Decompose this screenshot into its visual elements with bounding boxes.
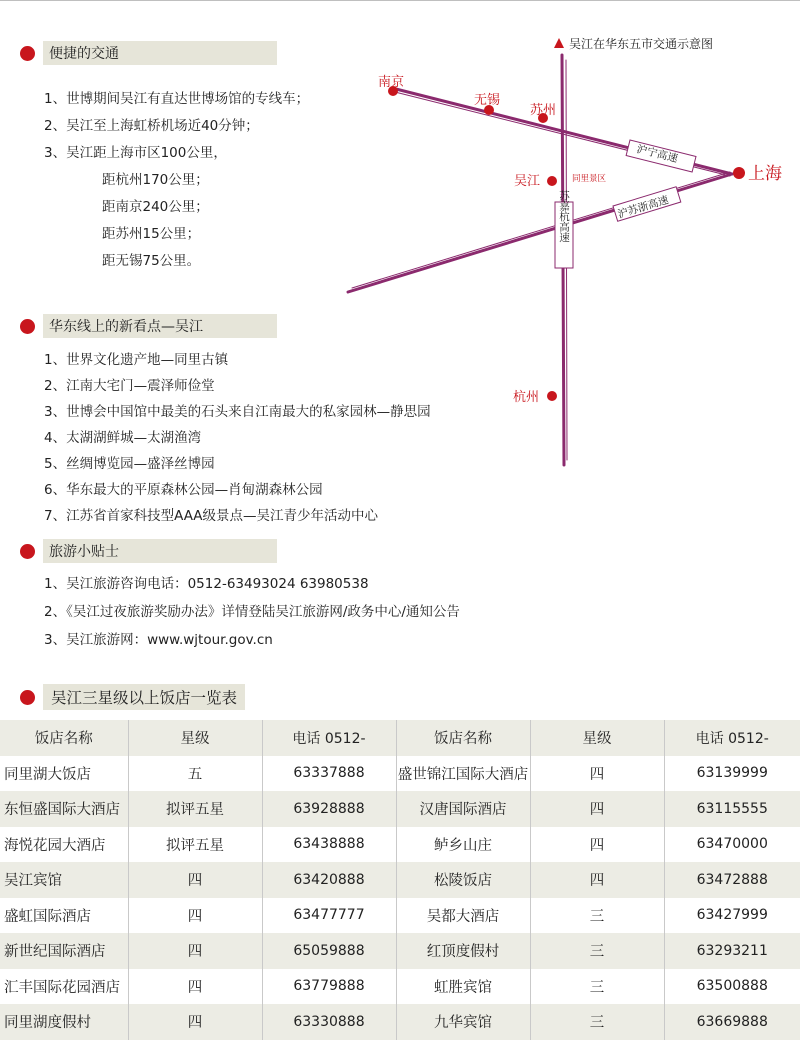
phone-number: 63115555: [664, 791, 800, 827]
section-traffic-heading: [20, 41, 277, 65]
section-spots-heading: [20, 314, 277, 338]
hotel-name: 吴都大酒店: [396, 898, 530, 934]
hotel-name: 汉唐国际酒店: [396, 791, 530, 827]
star-level: 五: [128, 756, 262, 792]
svg-text:沪苏浙高速: 沪苏浙高速: [616, 194, 671, 221]
city-marker-hangzhou: [547, 391, 557, 401]
table-row: [0, 969, 800, 1005]
star-level: 四: [530, 756, 664, 792]
phone-number: 63500888: [664, 969, 800, 1005]
hotel-table-body: [0, 720, 800, 1040]
bullet-dot-icon: [20, 544, 35, 559]
list-item: 1、世博期间吴江有直达世博场馆的专线车；: [44, 91, 310, 107]
column-header: 电话 0512-: [262, 720, 396, 756]
list-item: 6、华东最大的平原森林公园—肖甸湖森林公园: [44, 482, 323, 498]
hotel-name: 盛虹国际酒店: [0, 898, 128, 934]
list-item: 5、丝绸博览园—盛泽丝博园: [44, 456, 215, 472]
hotel-name: 同里湖大饭店: [0, 756, 128, 792]
column-header: 电话 0512-: [664, 720, 800, 756]
city-label-wuxi: 无锡: [474, 93, 501, 108]
phone-number: 63427999: [664, 898, 800, 934]
legend-triangle-icon: [554, 38, 564, 48]
hotel-name: 吴江宾馆: [0, 862, 128, 898]
table-row: [0, 791, 800, 827]
spots-list: [44, 347, 431, 529]
list-sub-item: 距无锡75公里。: [102, 253, 201, 269]
city-label-shanghai: 上海: [748, 164, 782, 184]
table-row: [0, 827, 800, 863]
phone-number: 63420888: [262, 862, 396, 898]
phone-number: 63470000: [664, 827, 800, 863]
star-level: 三: [530, 1004, 664, 1040]
city-marker-shanghai: [733, 167, 745, 179]
phone-number: 63928888: [262, 791, 396, 827]
list-sub-item: 距苏州15公里；: [102, 226, 201, 242]
column-header: 星级: [530, 720, 664, 756]
road-label-husuzhe: [613, 187, 681, 222]
list-sub-item: 距南京240公里；: [102, 199, 209, 215]
star-level: 四: [128, 969, 262, 1005]
column-header: 饭店名称: [396, 720, 530, 756]
star-level: 三: [530, 933, 664, 969]
svg-text:苏嘉杭高速: 苏嘉杭高速: [558, 189, 570, 243]
star-level: 四: [128, 898, 262, 934]
phone-number: 63293211: [664, 933, 800, 969]
hotel-name: 鲈乡山庄: [396, 827, 530, 863]
hotel-name: 海悦花园大酒店: [0, 827, 128, 863]
table-row: [0, 1004, 800, 1040]
section-tips-heading: [20, 539, 277, 563]
column-header: 饭店名称: [0, 720, 128, 756]
phone-number: 63669888: [664, 1004, 800, 1040]
phone-number: 63330888: [262, 1004, 396, 1040]
phone-number: 65059888: [262, 933, 396, 969]
hotel-name: 同里湖度假村: [0, 1004, 128, 1040]
column-header: 星级: [128, 720, 262, 756]
star-level: 拟评五星: [128, 827, 262, 863]
star-level: 四: [128, 862, 262, 898]
list-item: 2、《吴江过夜旅游奖励办法》详情登陆吴江旅游网/政务中心/通知公告: [44, 604, 460, 620]
table-row: [0, 756, 800, 792]
list-item: 1、世界文化遗产地—同里古镇: [44, 352, 229, 368]
list-item: 3、世博会中国馆中最美的石头来自江南最大的私家园林—静思园: [44, 404, 431, 420]
road-label-huning: [626, 140, 696, 172]
section-title: 吴江三星级以上饭店一览表: [43, 684, 245, 710]
map-legend: 吴江在华东五市交通示意图: [569, 37, 714, 51]
bullet-dot-icon: [20, 690, 35, 705]
top-rule: [0, 0, 800, 1]
hotel-name: 九华宾馆: [396, 1004, 530, 1040]
city-label-nanjing: 南京: [378, 75, 405, 90]
section-title: 便捷的交通: [43, 41, 277, 65]
phone-number: 63139999: [664, 756, 800, 792]
road-label-sujiahang: [555, 189, 573, 268]
list-item: 1、吴江旅游咨询电话：0512-63493024 63980538: [44, 576, 369, 592]
hotel-name: 东恒盛国际大酒店: [0, 791, 128, 827]
star-level: 四: [128, 1004, 262, 1040]
traffic-list: [44, 86, 309, 275]
hotel-table: [0, 720, 800, 1040]
star-level: 四: [530, 827, 664, 863]
table-header-row: [0, 720, 800, 756]
hotel-name: 松陵饭店: [396, 862, 530, 898]
star-level: 四: [530, 862, 664, 898]
list-item: 4、太湖湖鲜城—太湖渔湾: [44, 430, 202, 446]
section-title: 华东线上的新看点—吴江: [43, 314, 277, 338]
phone-number: 63477777: [262, 898, 396, 934]
hotel-name: 盛世锦江国际大酒店: [396, 756, 530, 792]
city-label-suzhou: 苏州: [530, 103, 557, 118]
hotel-name: 红顶度假村: [396, 933, 530, 969]
hotel-name: 汇丰国际花园酒店: [0, 969, 128, 1005]
table-row: [0, 933, 800, 969]
phone-number: 63337888: [262, 756, 396, 792]
city-label-tongli: 同里景区: [572, 174, 607, 184]
bullet-dot-icon: [20, 46, 35, 61]
list-item: 7、江苏省首家科技型AAA级景点—吴江青少年活动中心: [44, 508, 379, 524]
city-label-hangzhou: 杭州: [513, 390, 540, 405]
bullet-dot-icon: [20, 319, 35, 334]
star-level: 拟评五星: [128, 791, 262, 827]
star-level: 四: [530, 791, 664, 827]
table-row: [0, 898, 800, 934]
phone-number: 63472888: [664, 862, 800, 898]
list-item: 2、吴江至上海虹桥机场近40分钟；: [44, 118, 259, 134]
hotel-name: 新世纪国际酒店: [0, 933, 128, 969]
list-item: 3、吴江距上海市区100公里，: [44, 145, 227, 161]
table-row: [0, 862, 800, 898]
star-level: 三: [530, 898, 664, 934]
star-level: 三: [530, 969, 664, 1005]
phone-number: 63779888: [262, 969, 396, 1005]
city-marker-wujiang: [547, 176, 557, 186]
list-sub-item: 距杭州170公里；: [102, 172, 209, 188]
hotel-name: 虹胜宾馆: [396, 969, 530, 1005]
phone-number: 63438888: [262, 827, 396, 863]
star-level: 四: [128, 933, 262, 969]
city-label-wujiang: 吴江: [514, 174, 541, 189]
list-item: 3、吴江旅游网：www.wjtour.gov.cn: [44, 632, 273, 648]
svg-text:沪宁高速: 沪宁高速: [635, 143, 679, 166]
tips-list: [44, 570, 460, 654]
list-item: 2、江南大宅门—震泽师俭堂: [44, 378, 215, 394]
section-title: 旅游小贴士: [43, 539, 277, 563]
section-hotels-heading: [20, 684, 245, 710]
